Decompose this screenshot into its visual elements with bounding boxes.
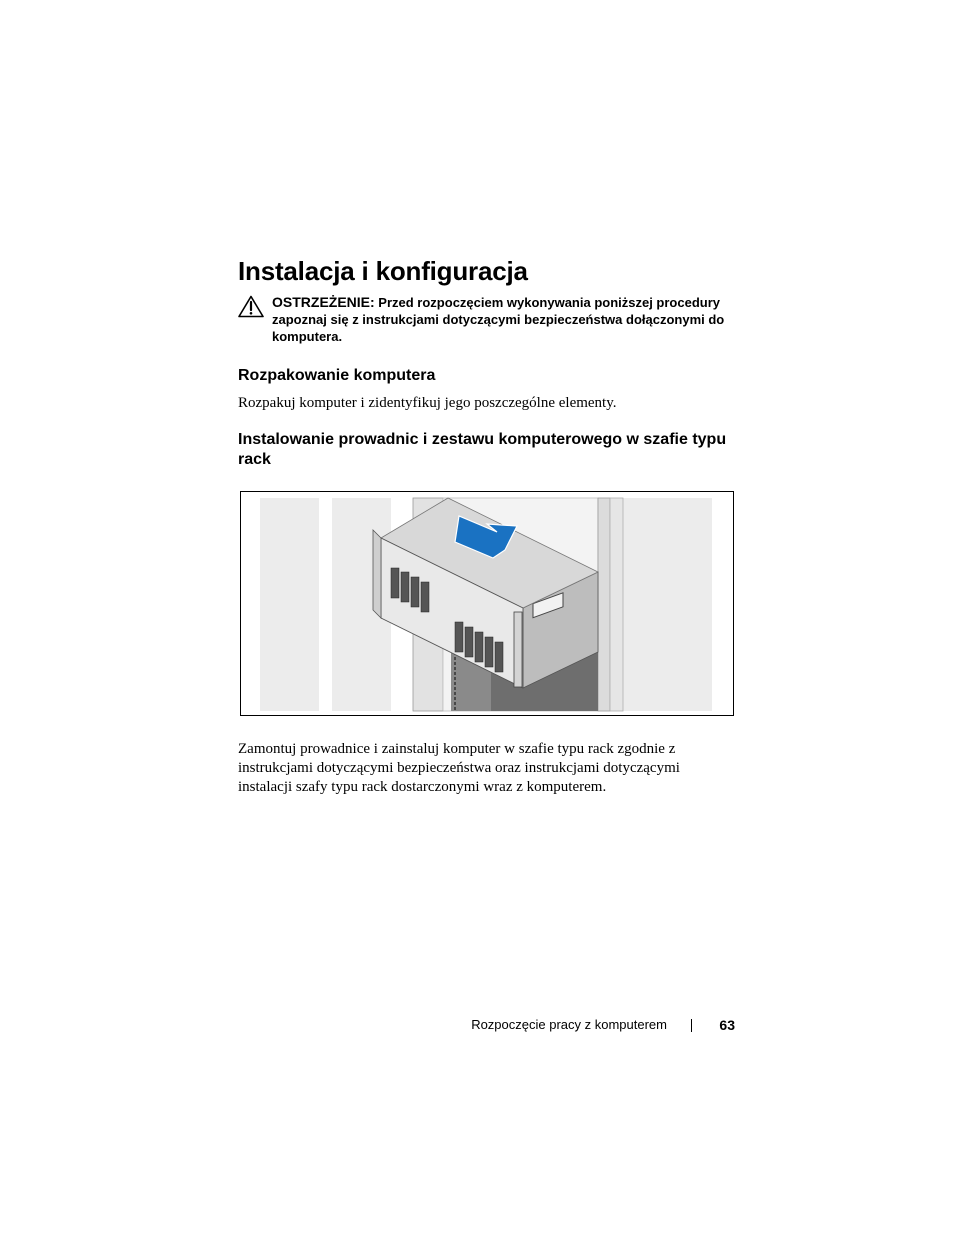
paragraph-rack-installation: Zamontuj prowadnice i zainstaluj komputer w szafie typu rack zgodnie z instrukcjami dotyczącymi bezpieczeństwa oraz instrukcjami dotyczącymi instalacji szafy typu rack dostarczonymi wraz z komputerem. — [238, 741, 680, 795]
footer-separator — [691, 1019, 692, 1032]
warning-text — [272, 294, 742, 345]
warning-triangle-icon — [238, 295, 264, 318]
paragraph-unpacking: Rozpakuj komputer i zidentyfikuj jego poszczególne elementy. — [238, 395, 617, 411]
heading-unpacking: Rozpakowanie komputera — [238, 367, 436, 384]
page-footer — [238, 1016, 735, 1034]
heading-rack-installation: Instalowanie prowadnic i zestawu komputerowego w szafie typu rack — [238, 431, 727, 468]
footer-title: Rozpoczęcie pracy z komputerem — [471, 1017, 667, 1032]
server-rack-installation-illustration — [241, 492, 733, 715]
rack-installation-figure — [240, 491, 734, 716]
warning-message: Przed rozpoczęciem wykonywania poniższej procedury zapoznaj się z instrukcjami dotyczącymi bezpieczeństwa dołączonymi do komputera. — [272, 295, 725, 344]
page-title: Instalacja i konfiguracja — [238, 256, 528, 286]
warning-label: OSTRZEŻENIE: — [272, 294, 375, 310]
page-number: 63 — [719, 1017, 735, 1033]
